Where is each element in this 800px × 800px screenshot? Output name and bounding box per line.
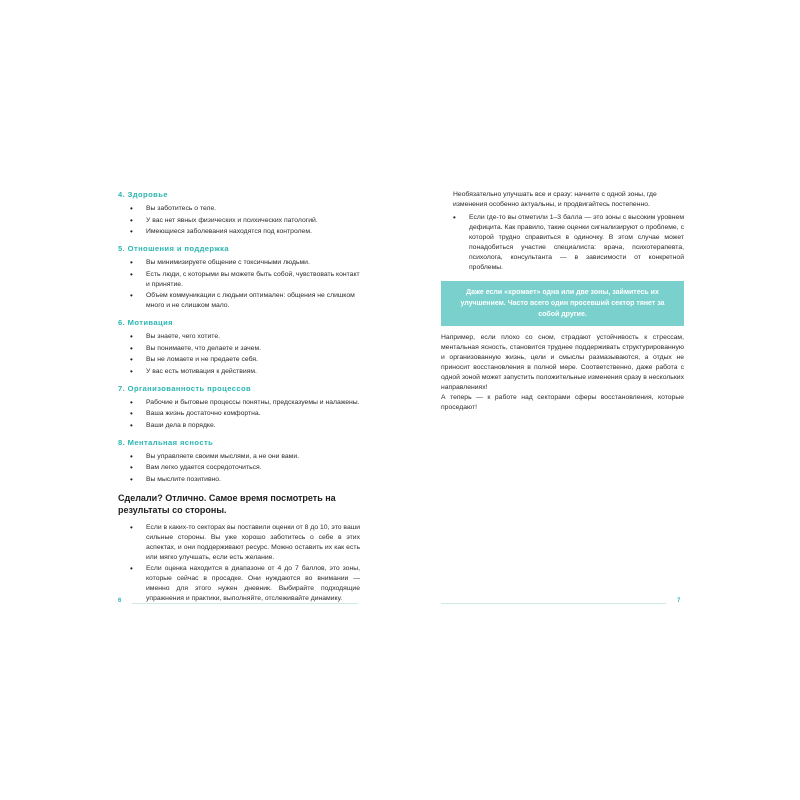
bullet-list [118,398,360,431]
tips-list [441,213,684,273]
section-heading: 6. Мотивация [118,318,173,327]
list-item: • Если в каких-то секторах вы поставили оценки от 8 до 10, это ваши сильные стороны. Вы уже хорошо заботитесь о себе в этих аспектах, и они поддерживают ресурс. Можно оставить их как есть или мягко улучшать, если есть желание. [118,523,360,563]
list-item: • Вы управляете своими мыслями, а не они вами. [118,452,360,462]
list-item: • Вы знаете, чего хотите. [118,332,360,342]
list-item: • Есть люди, с которыми вы можете быть собой, чувствовать контакт и принятие. [118,270,360,290]
results-subheading: Сделали? Отлично. Самое время посмотреть на результаты со стороны. [118,492,336,515]
bullet-list [118,332,360,377]
page-number-left: 6 [118,598,122,604]
footer-divider [132,603,358,604]
body-paragraph: Например, если плохо со сном, страдают устойчивость к стрессам, ментальная ясность, становится труднее поддерживать структурированную и организованную жизнь, цели и смыслы размазываются, а отдых не приносит восстановления в полной мере. Соответственно, даже работа с одной зоной может запустить положительные изменения сразу в нескольких направлениях! [441,334,684,391]
body-paragraph: А теперь — к работе над секторами сферы восстановления, которые проседают! [441,394,684,411]
list-item: • Если оценка находится в диапазоне от 4 до 7 баллов, это зоны, которые сейчас в просадке. Они нуждаются во внимании — именно для этого нужен дневник. Выбирайте подходящие упражнения и практики, выполняйте, отслеживайте динамику. [118,564,360,604]
list-item: • Вы понимаете, что делаете и зачем. [118,344,360,354]
section-heading: 7. Организованность процессов [118,383,252,393]
right-page [441,190,684,413]
intro-paragraph: Необязательно улучшать все и сразу: начните с одной зоны, где изменения особенно актуальны, и продвигайтесь постепенно. [453,191,657,208]
list-item: • Вы не ломаете и не предаете себя. [118,355,360,365]
list-item: • Если где-то вы отметили 1–3 балла — это зоны с высоким уровнем дефицита. Как правило, такие оценки сигнализируют о проблеме, с которой трудно справиться в одиночку. В этом случае может понадобиться участие специалиста: врача, психотерапевта, психолога, консультанта — в зависимости от конкретной проблемы. [441,213,684,273]
section-organization [118,384,360,431]
section-health [118,190,360,237]
list-item: • Имеющиеся заболевания находятся под контролем. [118,227,360,237]
list-item: • Вам легко удается сосредоточиться. [118,463,360,473]
list-item: • Объем коммуникации с людьми оптимален: общения не слишком много и не слишком мало. [118,291,360,311]
section-heading: 8. Ментальная ясность [118,437,214,447]
list-item: • Вы мыслите позитивно. [118,475,360,485]
list-item: • У вас нет явных физических и психических патологий. [118,216,360,226]
list-item: • У вас есть мотивация к действиям. [118,367,360,377]
list-item: • Вы заботитесь о теле. [118,204,360,214]
section-heading: 5. Отношения и поддержка [118,244,229,253]
list-item: • Ваша жизнь достаточно комфортна. [118,409,360,419]
tips-list [118,523,360,605]
list-item: • Ваши дела в порядке. [118,421,360,431]
left-page [118,190,360,606]
section-motivation [118,318,360,377]
bullet-list [118,452,360,485]
list-item: • Вы минимизируете общение с токсичными людьми. [118,258,360,268]
section-heading: 4. Здоровье [118,190,168,199]
callout-box: Даже если «хромает» одна или две зоны, займитесь их улучшением. Часто всего один просевший сектор тянет за собой другие. [441,281,684,326]
footer-divider [441,603,666,604]
bullet-list [118,258,360,311]
section-relations [118,244,360,311]
page-number-right: 7 [677,598,681,604]
bullet-list [118,204,360,237]
list-item: • Рабочие и бытовые процессы понятны, предсказуемы и налажены. [118,398,360,408]
section-mental-clarity [118,438,360,485]
